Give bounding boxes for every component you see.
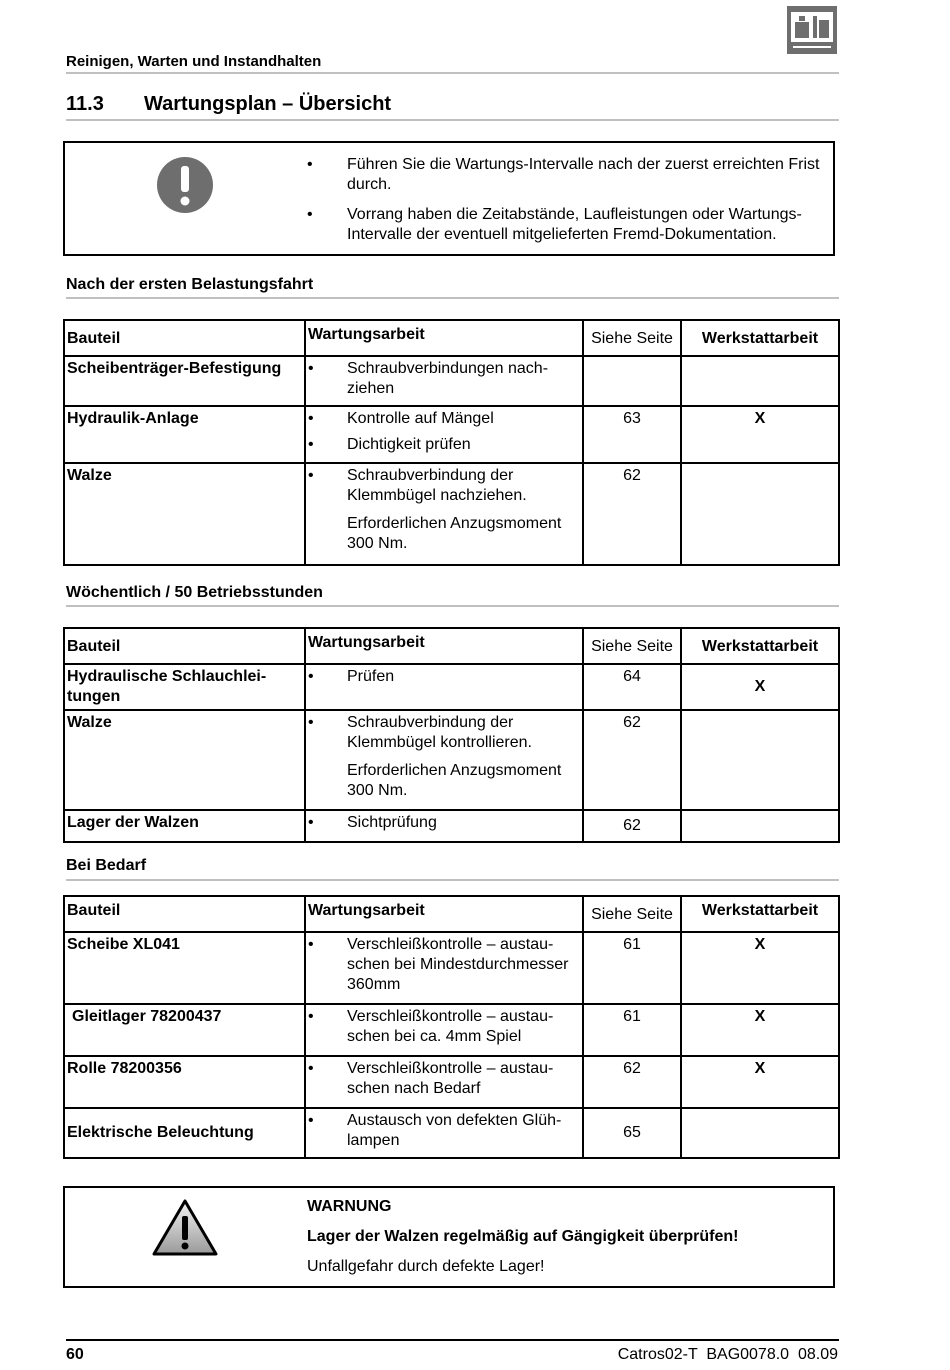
cell-workshop	[681, 463, 839, 565]
bullet-dot: •	[308, 1060, 314, 1077]
work-item	[308, 1007, 580, 1047]
table-row	[64, 1108, 839, 1158]
cell-part: Elektrische Beleuchtung	[64, 1108, 305, 1158]
cell-part: Rolle 78200356	[64, 1056, 305, 1108]
exclamation-icon	[156, 156, 214, 214]
bullet-dot: •	[308, 1008, 314, 1025]
section-title: Wartungsplan – Übersicht	[144, 93, 392, 115]
cell-work	[305, 810, 583, 842]
bullet-dot: •	[308, 668, 314, 685]
bullet-dot: •	[308, 814, 314, 831]
work-item	[308, 466, 580, 506]
cell-work	[305, 710, 583, 810]
maintenance-table	[63, 319, 840, 566]
table-row	[64, 932, 839, 1004]
cell-part: Hydraulik-Anlage	[64, 406, 305, 463]
work-item-text: Schraubverbindungen nach-ziehen	[347, 360, 549, 397]
cell-page: 62	[583, 810, 681, 842]
work-item	[308, 935, 580, 995]
table-row	[64, 1056, 839, 1108]
note-box	[63, 141, 835, 256]
header-part: Bauteil	[64, 628, 305, 664]
cell-work	[305, 463, 583, 565]
document-reference: Catros02-T BAG0078.0 08.09	[617, 1346, 838, 1363]
header-page: Siehe Seite	[583, 320, 681, 356]
cell-page: 61	[583, 932, 681, 1004]
cell-page: 64	[583, 664, 681, 710]
warning-title: WARNUNG	[307, 1198, 392, 1215]
cell-part: Hydraulische Schlauchlei-tungen	[64, 664, 305, 710]
cell-workshop: X	[681, 406, 839, 463]
table-row	[64, 406, 839, 463]
table-row	[64, 710, 839, 810]
cell-page: 61	[583, 1004, 681, 1056]
bullet-dot: •	[307, 206, 313, 223]
bullet-dot: •	[308, 936, 314, 953]
header-workshop: Werkstattarbeit	[681, 320, 839, 356]
header-work: Wartungsarbeit	[305, 896, 583, 932]
maintenance-table	[63, 627, 840, 843]
section-number: 11.3	[66, 93, 104, 115]
table-header-row	[64, 628, 839, 664]
work-item-text: Austausch von defekten Glüh-lampen	[347, 1112, 562, 1149]
bullet-dot: •	[308, 436, 314, 453]
table-row	[64, 356, 839, 406]
cell-workshop: X	[681, 1056, 839, 1108]
table-header-row	[64, 896, 839, 932]
cell-work	[305, 1004, 583, 1056]
cell-part: Walze	[64, 710, 305, 810]
table-heading: Bei Bedarf	[66, 857, 147, 874]
bullet-dot: •	[308, 714, 314, 731]
cell-workshop	[681, 810, 839, 842]
table-row	[64, 463, 839, 565]
cell-page: 62	[583, 463, 681, 565]
cell-workshop	[681, 1108, 839, 1158]
cell-work	[305, 664, 583, 710]
work-item	[308, 359, 580, 399]
cell-workshop: X	[681, 1004, 839, 1056]
work-item-text: Prüfen	[347, 668, 395, 685]
work-item	[308, 1111, 580, 1151]
note-text: Vorrang haben die Zeitabstände, Laufleistungen oder Wartungs-Intervalle der eventuell mitgelieferten Fremd-Dokumentation.	[347, 206, 802, 243]
work-item	[308, 409, 580, 429]
cell-workshop: X	[681, 664, 839, 710]
bullet-dot: •	[308, 410, 314, 427]
cell-work	[305, 932, 583, 1004]
cell-workshop	[681, 710, 839, 810]
warning-box	[63, 1186, 835, 1288]
cell-part: Gleitlager 78200437	[64, 1004, 305, 1056]
cell-part: Lager der Walzen	[64, 810, 305, 842]
cell-workshop	[681, 356, 839, 406]
table-row	[64, 1004, 839, 1056]
work-item	[308, 667, 580, 687]
table-header-row	[64, 320, 839, 356]
work-item-text: Sichtprüfung	[347, 814, 437, 831]
work-item	[308, 813, 580, 833]
warning-triangle-icon	[151, 1198, 219, 1258]
cell-work	[305, 356, 583, 406]
header-part: Bauteil	[64, 896, 305, 932]
header-rule	[66, 72, 839, 74]
work-item	[308, 1059, 580, 1099]
cell-page: 62	[583, 710, 681, 810]
table-row	[64, 664, 839, 710]
header-workshop: Werkstattarbeit	[681, 628, 839, 664]
work-note: Erforderlichen Anzugsmoment 300 Nm.	[347, 515, 562, 552]
table-heading: Wöchentlich / 50 Betriebsstunden	[66, 584, 323, 601]
work-item-text: Verschleißkontrolle – austau-schen bei Mindestdurchmesser 360mm	[347, 936, 569, 993]
header-page: Siehe Seite	[583, 896, 681, 932]
cell-work	[305, 1056, 583, 1108]
maintenance-table	[63, 895, 840, 1159]
bullet-dot: •	[307, 156, 313, 173]
subheading-rule	[66, 879, 839, 881]
cell-part: Walze	[64, 463, 305, 565]
bullet-dot: •	[308, 467, 314, 484]
work-item	[308, 713, 580, 753]
section-rule	[66, 119, 839, 121]
cell-part: Scheibenträger-Befestigung	[64, 356, 305, 406]
cell-work	[305, 1108, 583, 1158]
subheading-rule	[66, 297, 839, 299]
table-heading: Nach der ersten Belastungsfahrt	[66, 276, 314, 293]
cell-page: 63	[583, 406, 681, 463]
cell-workshop: X	[681, 932, 839, 1004]
cell-work	[305, 406, 583, 463]
warning-headline: Lager der Walzen regelmäßig auf Gängigkeit überprüfen!	[307, 1228, 739, 1245]
work-item-text: Kontrolle auf Mängel	[347, 410, 494, 427]
page-number: 60	[66, 1346, 84, 1363]
note-text: Führen Sie die Wartungs-Intervalle nach der zuerst erreichten Frist durch.	[347, 156, 820, 193]
subheading-rule	[66, 605, 839, 607]
cell-page: 62	[583, 1056, 681, 1108]
work-item-text: Verschleißkontrolle – austau-schen bei ca. 4mm Spiel	[347, 1008, 554, 1045]
work-item-text: Schraubverbindung der Klemmbügel kontrollieren.	[347, 714, 532, 751]
work-item-text: Dichtigkeit prüfen	[347, 436, 471, 453]
footer-rule	[66, 1339, 839, 1341]
work-item	[308, 435, 580, 455]
cell-page	[583, 356, 681, 406]
amazone-logo-icon	[787, 6, 837, 54]
work-item-text: Verschleißkontrolle – austau-schen nach Bedarf	[347, 1060, 554, 1097]
header-page: Siehe Seite	[583, 628, 681, 664]
table-row	[64, 810, 839, 842]
bullet-dot: •	[308, 360, 314, 377]
chapter-title: Reinigen, Warten und Instandhalten	[66, 53, 322, 70]
cell-page: 65	[583, 1108, 681, 1158]
header-part: Bauteil	[64, 320, 305, 356]
bullet-dot: •	[308, 1112, 314, 1129]
work-item-text: Schraubverbindung der Klemmbügel nachziehen.	[347, 467, 527, 504]
header-workshop: Werkstattarbeit	[681, 896, 839, 932]
work-note: Erforderlichen Anzugsmoment 300 Nm.	[347, 762, 562, 799]
cell-part: Scheibe XL041	[64, 932, 305, 1004]
warning-text: Unfallgefahr durch defekte Lager!	[307, 1258, 545, 1275]
header-work: Wartungsarbeit	[305, 320, 583, 356]
header-work: Wartungsarbeit	[305, 628, 583, 664]
